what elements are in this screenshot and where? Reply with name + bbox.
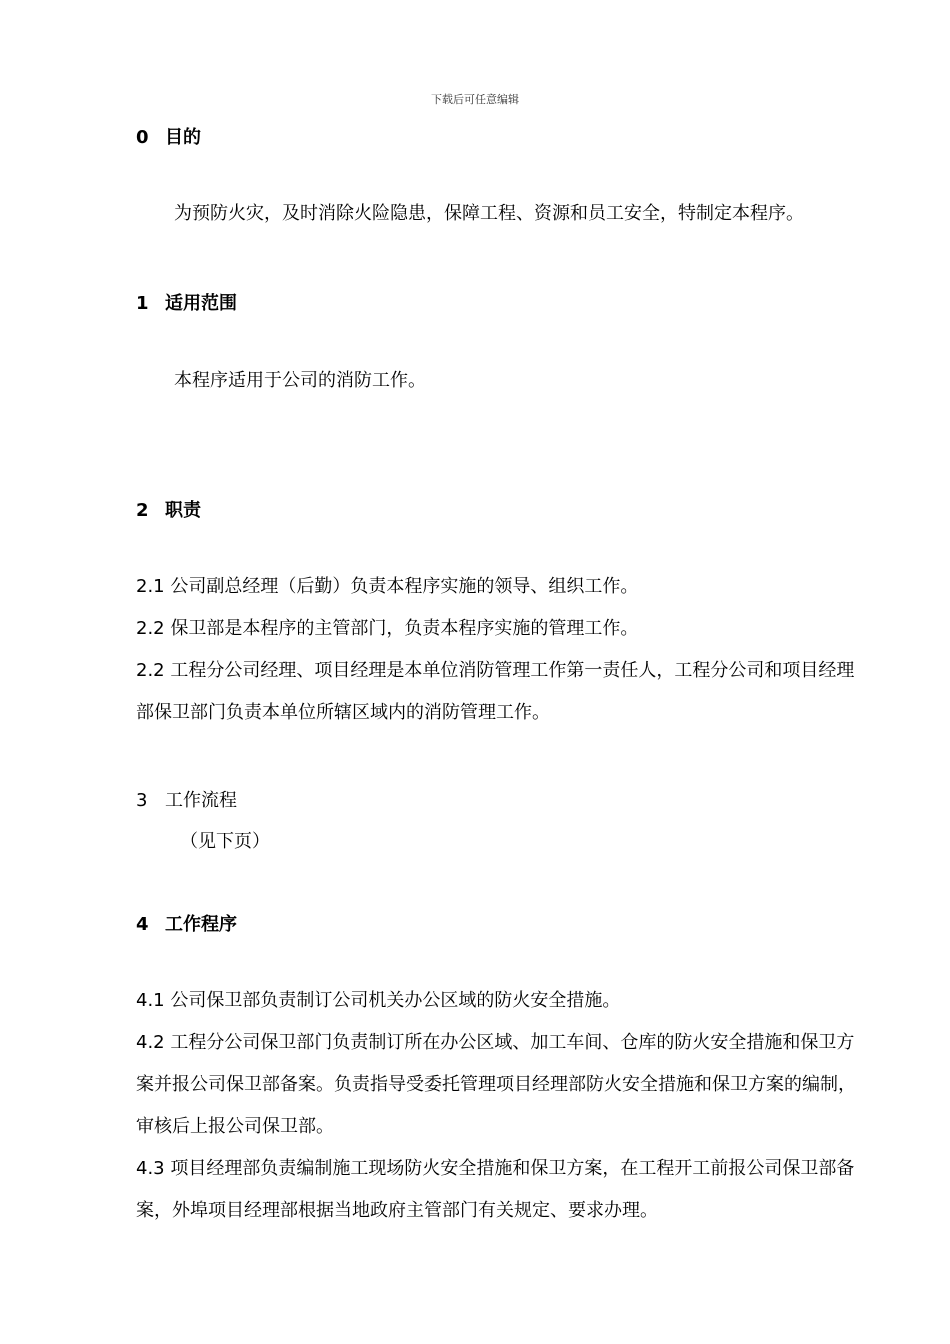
list-item: 2.2 保卫部是本程序的主管部门，负责本程序实施的管理工作。 — [136, 618, 639, 639]
section-1-body: 本程序适用于公司的消防工作。 — [174, 370, 426, 391]
section-1-heading — [136, 292, 237, 316]
list-item: 4.1 公司保卫部负责制订公司机关办公区域的防火安全措施。 — [136, 990, 621, 1011]
section-3-heading — [136, 789, 237, 813]
list-item: 4.2 工程分公司保卫部门负责制订所在办公区域、加工车间、仓库的防火安全措施和保卫方案并报公司保卫部备案。负责指导受委托管理项目经理部防火安全措施和保卫方案的编制，审核后上报公司保卫部。 — [136, 1032, 856, 1137]
header-note: 下载后可任意编辑 — [431, 93, 519, 106]
section-0-body: 为预防火灾，及时消除火险隐患，保障工程、资源和员工安全，特制定本程序。 — [174, 203, 804, 224]
section-number: 3 — [136, 790, 148, 811]
section-number: 2 — [136, 500, 149, 521]
section-4-list — [136, 980, 866, 1232]
section-title: 工作程序 — [165, 914, 237, 935]
section-title: 职责 — [165, 500, 201, 521]
section-title: 适用范围 — [165, 293, 237, 314]
list-item: 2.2 工程分公司经理、项目经理是本单位消防管理工作第一责任人，工程分公司和项目经理部保卫部门负责本单位所辖区域内的消防管理工作。 — [136, 660, 855, 723]
list-item: 2.1 公司副总经理（后勤）负责本程序实施的领导、组织工作。 — [136, 576, 639, 597]
section-4-heading — [136, 913, 237, 937]
section-0-heading — [136, 126, 201, 150]
section-title: 工作流程 — [165, 790, 237, 811]
section-title: 目的 — [165, 127, 201, 148]
section-2-list — [136, 566, 866, 734]
section-number: 4 — [136, 914, 149, 935]
section-3-body: （见下页） — [180, 831, 270, 852]
section-number: 1 — [136, 293, 149, 314]
section-number: 0 — [136, 127, 149, 148]
list-item: 4.3 项目经理部负责编制施工现场防火安全措施和保卫方案，在工程开工前报公司保卫部备案，外埠项目经理部根据当地政府主管部门有关规定、要求办理。 — [136, 1158, 855, 1221]
section-2-heading — [136, 499, 201, 523]
